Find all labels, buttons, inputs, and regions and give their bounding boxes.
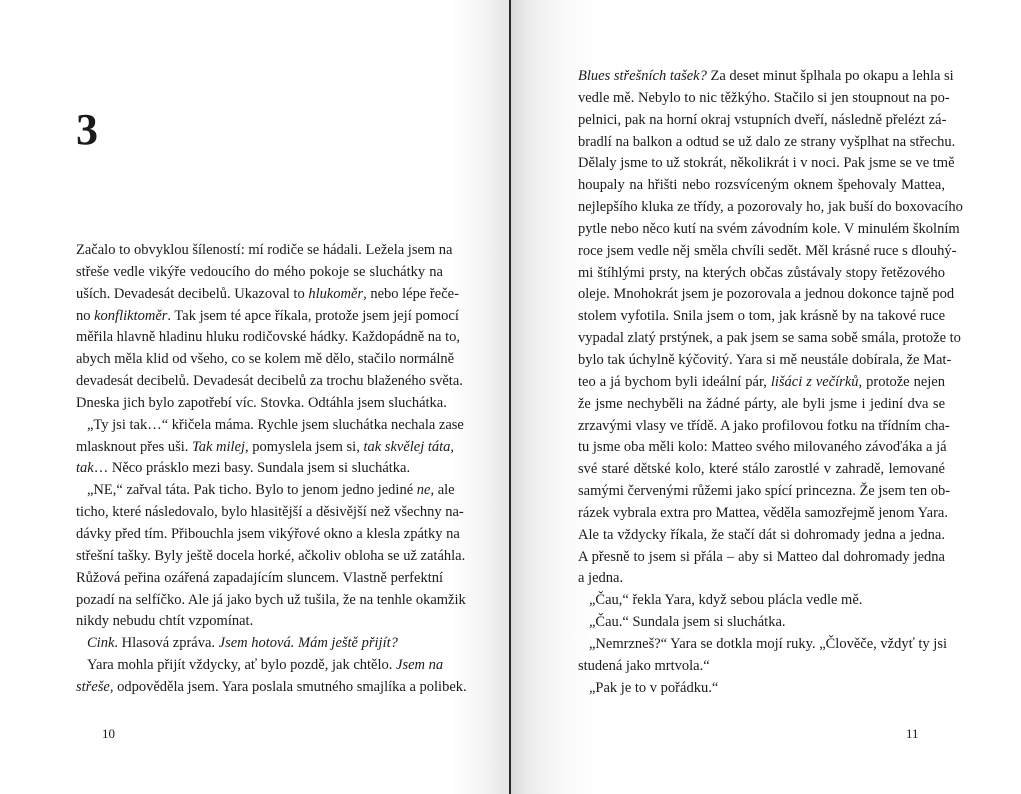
text-run: střešní tašky. Byly ještě docela horké, ačkoliv obloha se už zatáhla. <box>76 547 466 564</box>
text-run: „Čau,“ řekla Yara, když sebou plácla vedle mě. <box>589 592 863 609</box>
text-line <box>76 284 459 306</box>
text-run: „Pak je to v pořádku.“ <box>589 679 719 696</box>
text-line <box>578 459 945 481</box>
text-run: Yara mohla přijít vždycky, ať bylo pozdě, jak chtělo. <box>87 657 397 674</box>
text-run: . Tak jsem té apce říkala, protože jsem její pomocí <box>167 307 459 324</box>
text-line <box>578 350 952 372</box>
italic-text: Blues střešních tašek? <box>578 68 707 84</box>
text-run: roce jsem vedle něj směla chvíli sedět. Měl krásné ruce s dlouhý- <box>578 242 957 259</box>
text-line <box>578 416 950 438</box>
right-page-text <box>578 66 963 699</box>
italic-text: Jsem hotová. Mám ještě přijít? <box>218 635 398 652</box>
text-line <box>578 678 945 700</box>
text-line <box>76 611 443 633</box>
text-line <box>578 634 945 656</box>
text-run: houpaly na hřišti nebo rozsvíceným oknem špehovaly Mattea, <box>578 177 945 194</box>
text-line <box>76 568 443 590</box>
text-line <box>578 437 945 459</box>
text-line <box>76 393 447 415</box>
text-run: tu jsme oba měli kolo: Matteo svého milovaného závoďáka a já <box>578 439 947 456</box>
text-run: „NE,“ zařval táta. Pak ticho. Bylo to jenom jedno jediné <box>87 482 417 499</box>
text-run: mi štíhlými prsty, na kterých občas zůstávaly stopy řetězového <box>578 264 945 281</box>
text-line <box>578 110 945 132</box>
text-run: devadesát decibelů. Devadesát decibelů za trochu blaženého světa. <box>76 373 463 390</box>
text-run: , nebo lépe řeče- <box>363 285 459 302</box>
text-line <box>76 371 463 393</box>
text-line <box>578 219 960 241</box>
text-run: Dělaly jsme to už stokrát, několikrát i v noci. Pak jsme se ve tmě <box>578 155 955 172</box>
text-run: bradlí na balkon a odtud se už dalo ze strany vyšplhat na střechu. <box>578 133 956 150</box>
italic-text: Tak milej <box>192 438 246 455</box>
text-line <box>578 197 963 219</box>
chapter-number: 3 <box>76 105 98 154</box>
text-run: dávky před tím. Přibouchla jsem vikýřové okno a klesla zpátky na <box>76 525 460 542</box>
text-line <box>578 547 945 569</box>
text-line <box>578 503 948 525</box>
text-run: A přesně to jsem si přála – aby si Matteo dal dohromady jedna <box>578 548 945 565</box>
text-run: bylo tak úchylně kýčovitý. Yara si mě neustále dobírala, že Mat- <box>578 351 952 368</box>
text-run: Dneska jich bylo zapotřebí víc. Stovka. Odtáhla jsem sluchátka. <box>76 394 447 411</box>
text-run: , pomyslela jsem si, <box>245 438 364 455</box>
text-run: studená jako mrtvola.“ <box>578 657 710 674</box>
text-run: , odpověděla jsem. Yara poslala smutného smajlíka a polibek. <box>109 678 467 695</box>
text-run: Ale ta vždycky říkala, že stačí dát si dohromady jedna a jedna. <box>578 526 945 543</box>
text-line <box>76 502 464 524</box>
text-run: , ale <box>430 482 455 499</box>
text-line <box>76 349 455 371</box>
text-line <box>76 437 455 459</box>
text-run: rázek vybrala extra pro Mattea, věděla samozřejmě jenom Yara. <box>578 504 948 521</box>
page-number-right: 11 <box>906 726 919 741</box>
left-page-text <box>76 240 467 699</box>
text-run: pozadí na selfíčko. Ale já jako bych už tušila, že na tenhle okamžik <box>76 591 466 608</box>
text-run: vypadal zlatý prstýnek, a pak jsem se sama sobě smála, protože to <box>578 330 961 347</box>
italic-text: ne <box>416 482 431 499</box>
text-run: Růžová peřina ozářená zapadajícím sluncem. Vlastně perfektní <box>76 569 443 586</box>
text-line <box>578 372 945 394</box>
text-line <box>578 132 956 154</box>
text-run: teo a já bychom byli ideální pár, <box>578 373 771 390</box>
italic-text: tak <box>76 460 94 477</box>
text-line <box>76 415 464 437</box>
text-run: no <box>76 307 95 324</box>
text-run: zrzavými vlasy ve třídě. A jako profilovou fotku na třídním cha- <box>578 417 950 434</box>
text-line <box>578 590 945 612</box>
text-run: samými červenými růžemi jako spící princezna. Že jsem ten ob- <box>578 483 951 500</box>
text-run: měřila hlavně hladinu hluku rodičovské hádky. Každopádně na to, <box>76 329 461 346</box>
text-run: … Něco prásklo mezi basy. Sundala jsem si sluchátka. <box>93 460 411 477</box>
text-line <box>76 327 461 349</box>
text-run: že jsme nechyběli na žádné párty, ale byli jsme i jediní dva se <box>578 395 945 412</box>
text-run: stolem vyfotila. Snila jsem o tom, jak krásně by na takové ruce <box>578 308 945 325</box>
text-line <box>76 480 455 502</box>
italic-text: střeše <box>76 678 110 695</box>
text-run: nejlepšího kluka ze třídy, a pozorovaly ho, jak buší do boxovacího <box>578 199 963 216</box>
left-page <box>0 0 510 794</box>
page-number-left: 10 <box>102 726 115 741</box>
text-run: pelnici, pak na horní okraj vstupních dveří, následně přelézt zá- <box>578 111 947 128</box>
text-run: , protože nejen <box>858 373 945 390</box>
text-run: Za deset minut šplhala po okapu a lehla si <box>706 68 954 84</box>
text-line <box>578 66 954 88</box>
right-page <box>511 0 1021 794</box>
text-run: střeše vedle vikýře vedoucího do mého pokoje se sluchátky na <box>76 263 443 280</box>
text-line <box>578 612 945 634</box>
text-line <box>76 240 453 262</box>
text-line <box>578 656 945 678</box>
text-line <box>578 481 951 503</box>
text-line <box>76 590 466 612</box>
text-run: „Ty jsi tak…“ křičela máma. Rychle jsem sluchátka nechala zase <box>87 416 464 433</box>
text-line <box>76 262 443 284</box>
text-line <box>578 263 945 285</box>
italic-text: Jsem na <box>396 657 444 674</box>
text-run: nikdy nebudu chtít vzpomínat. <box>76 613 254 630</box>
text-run: a jedna. <box>578 570 624 587</box>
text-line <box>578 284 955 306</box>
text-line <box>578 306 945 328</box>
text-run: Začalo to obvyklou šíleností: mí rodiče se hádali. Ležela jsem na <box>76 242 453 258</box>
text-line <box>578 175 945 197</box>
text-line <box>578 525 945 547</box>
text-run: pytle nebo něco kutí na svém závodním kole. V minulém školním <box>578 220 960 237</box>
text-run: vedle mě. Nebylo to nic těžkýho. Stačilo si jen stoupnout na po- <box>578 89 950 106</box>
text-line <box>578 88 950 110</box>
text-line <box>76 524 460 546</box>
italic-text: lišáci z večírků <box>770 373 859 390</box>
text-run: ticho, které následovalo, bylo hlasitější a děsivější než všechny na- <box>76 504 464 521</box>
text-run: uších. Devadesát decibelů. Ukazoval to <box>76 285 309 302</box>
text-line <box>578 241 957 263</box>
text-run: své staré dětské kolo, které stálo zarostlé v zahradě, lemované <box>578 461 945 478</box>
italic-text: konfliktoměr <box>94 307 168 324</box>
text-run: „Nemrzneš?“ Yara se dotkla mojí ruky. „Člověče, vždyť ty jsi <box>589 635 947 652</box>
text-line <box>578 568 945 590</box>
text-run: „Čau.“ Sundala jsem si sluchátka. <box>589 614 786 631</box>
text-run: abych měla klid od všeho, co se kolem mě dělo, stačilo normálně <box>76 351 455 368</box>
text-line <box>578 153 955 175</box>
text-line <box>76 546 466 568</box>
text-line <box>76 633 443 655</box>
text-line <box>76 458 443 480</box>
text-line <box>578 328 961 350</box>
text-line <box>76 655 443 677</box>
text-run: oleje. Mnohokrát jsem je pozorovala a jednou dokonce tajně pod <box>578 286 955 303</box>
italic-text: Cink <box>87 635 115 652</box>
text-line <box>76 306 459 328</box>
text-run: . Hlasová zpráva. <box>114 635 219 652</box>
italic-text: hlukoměr <box>308 285 364 302</box>
text-run: mlasknout přes uši. <box>76 438 192 455</box>
text-line <box>578 394 945 416</box>
italic-text: tak skvělej táta, <box>363 438 455 455</box>
text-line <box>76 677 467 699</box>
